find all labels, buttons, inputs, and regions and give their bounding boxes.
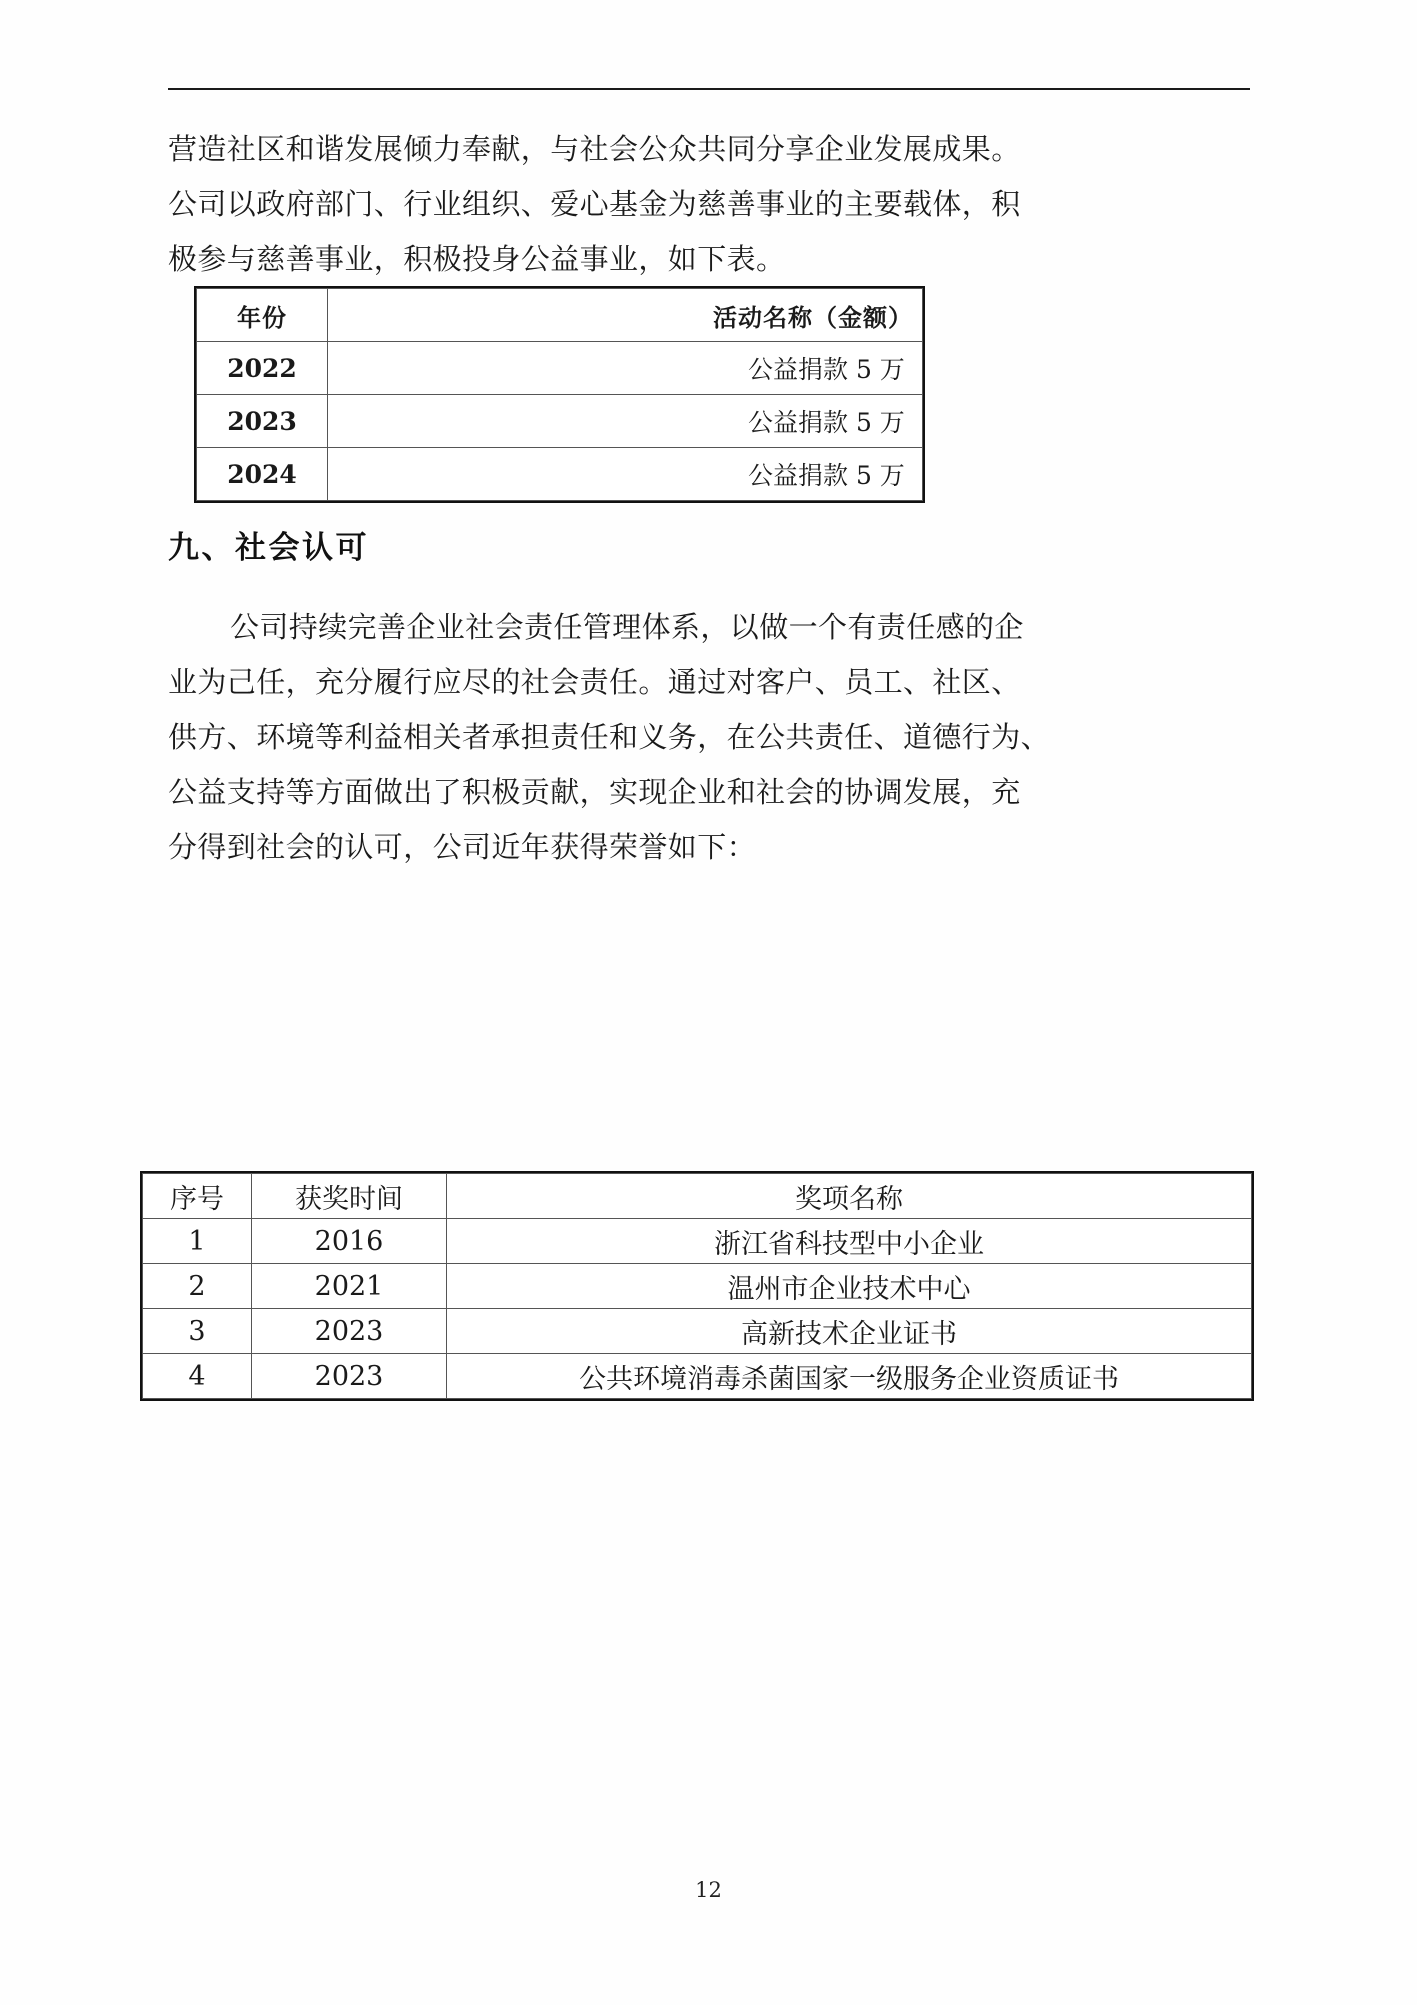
- table-row: [197, 448, 923, 501]
- cell-year: 2022: [197, 342, 328, 395]
- cell-no: 1: [143, 1219, 252, 1264]
- donation-table: [196, 288, 923, 501]
- paragraph-social-recognition: [168, 600, 1168, 875]
- column-header-year: 年份: [197, 289, 328, 342]
- cell-award: 公共环境消毒杀菌国家一级服务企业资质证书: [447, 1354, 1252, 1399]
- table-row: [143, 1354, 1252, 1399]
- cell-no: 3: [143, 1309, 252, 1354]
- awards-table-container: [140, 1171, 1254, 1401]
- donation-table-container: [194, 286, 925, 503]
- paragraph-line: 公益支持等方面做出了积极贡献，实现企业和社会的协调发展，充: [168, 775, 1021, 809]
- paragraph-line: 业为己任，充分履行应尽的社会责任。通过对客户、员工、社区、: [168, 665, 1021, 699]
- cell-no: 2: [143, 1264, 252, 1309]
- paragraph-line: 极参与慈善事业，积极投身公益事业，如下表。: [168, 242, 786, 276]
- paragraph-line: 分得到社会的认可，公司近年获得荣誉如下：: [168, 830, 757, 864]
- table-row: [197, 395, 923, 448]
- awards-table: [142, 1173, 1252, 1399]
- column-header-activity: 活动名称（金额）: [328, 289, 923, 342]
- paragraph-line: 供方、环境等利益相关者承担责任和义务，在公共责任、道德行为、: [168, 720, 1051, 754]
- paragraph-line: [168, 600, 1168, 655]
- paragraph-line: 营造社区和谐发展倾力奉献，与社会公众共同分享企业发展成果。: [168, 132, 1021, 166]
- table-row: [143, 1309, 1252, 1354]
- cell-award: 高新技术企业证书: [447, 1309, 1252, 1354]
- header-rule: [168, 88, 1250, 90]
- cell-no: 4: [143, 1354, 252, 1399]
- cell-date: 2023: [252, 1309, 447, 1354]
- cell-activity: 公益捐款 5 万: [328, 342, 923, 395]
- cell-year: 2024: [197, 448, 328, 501]
- cell-date: 2023: [252, 1354, 447, 1399]
- table-row: [197, 342, 923, 395]
- page-number: 12: [695, 1878, 722, 1902]
- column-header-no: 序号: [143, 1174, 252, 1219]
- table-header-row: [143, 1174, 1252, 1219]
- paragraph-charity-intro: [168, 122, 1168, 287]
- cell-date: 2016: [252, 1219, 447, 1264]
- paragraph-line: 公司以政府部门、行业组织、爱心基金为慈善事业的主要载体，积: [168, 187, 1021, 221]
- table-row: [143, 1219, 1252, 1264]
- cell-award: 温州市企业技术中心: [447, 1264, 1252, 1309]
- column-header-date: 获奖时间: [252, 1174, 447, 1219]
- cell-activity: 公益捐款 5 万: [328, 448, 923, 501]
- cell-award: 浙江省科技型中小企业: [447, 1219, 1252, 1264]
- cell-date: 2021: [252, 1264, 447, 1309]
- cell-year: 2023: [197, 395, 328, 448]
- table-header-row: [197, 289, 923, 342]
- column-header-award: 奖项名称: [447, 1174, 1252, 1219]
- section-heading: 九、社会认可: [168, 530, 369, 566]
- paragraph-line-text: 公司持续完善企业社会责任管理体系，以做一个有责任感的企: [230, 610, 1024, 644]
- cell-activity: 公益捐款 5 万: [328, 395, 923, 448]
- table-row: [143, 1264, 1252, 1309]
